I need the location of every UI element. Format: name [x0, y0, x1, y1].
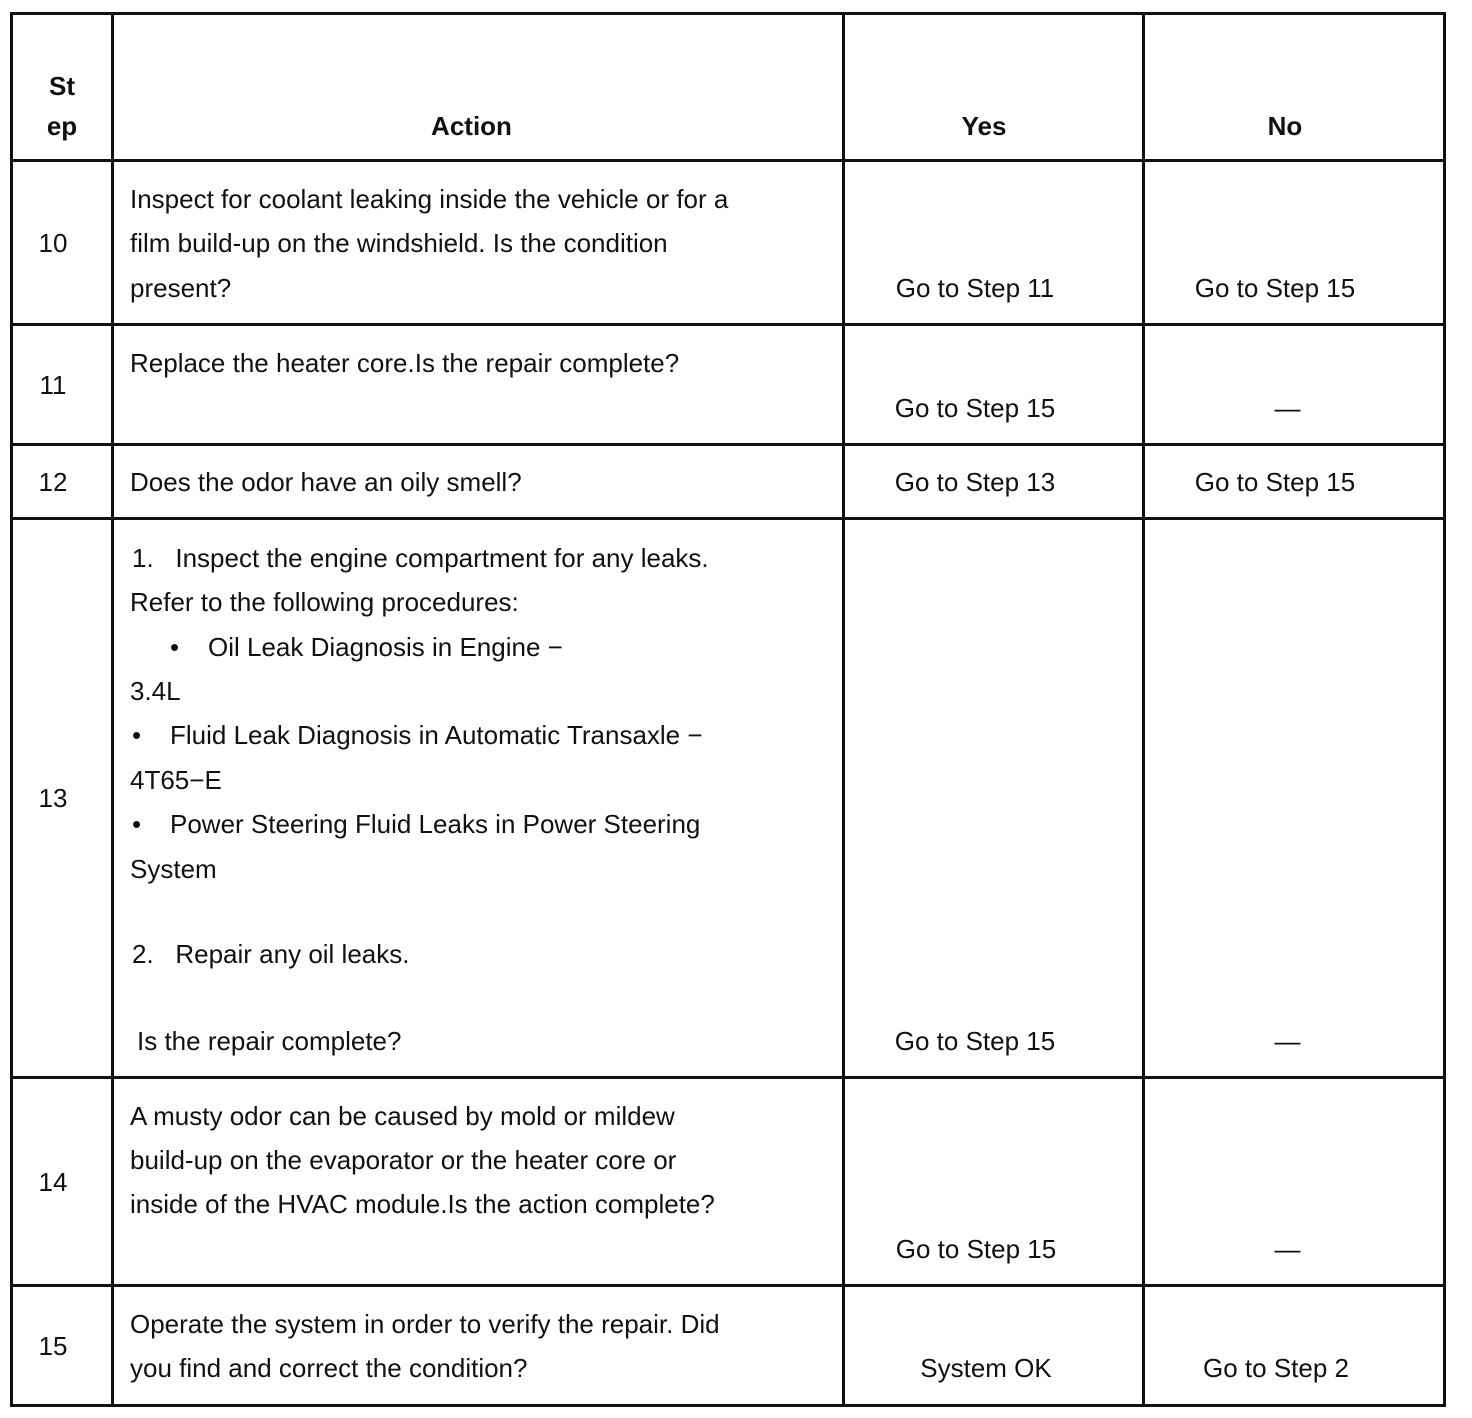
action-line: Is the repair complete?	[137, 1026, 402, 1056]
table-border-bottom	[10, 1404, 1446, 1407]
action-line: Refer to the following procedures:	[130, 587, 519, 617]
action-line: 4T65−E	[130, 765, 222, 795]
yes-result: Go to Step 15	[894, 393, 1056, 423]
row-divider	[10, 159, 1446, 162]
action-line: Does the odor have an oily smell?	[130, 467, 522, 497]
step-number: 15	[38, 1331, 68, 1361]
no-result: —	[1274, 1026, 1301, 1056]
step-number: 12	[38, 467, 68, 497]
step-number: 13	[38, 783, 68, 813]
action-line: • Power Steering Fluid Leaks in Power Steering	[132, 809, 701, 839]
action-line: build-up on the evaporator or the heater core or	[130, 1145, 677, 1175]
row-divider	[10, 323, 1446, 326]
column-divider	[1142, 12, 1145, 1407]
row-divider	[10, 1284, 1446, 1287]
step-number: 14	[38, 1167, 68, 1197]
action-line: • Fluid Leak Diagnosis in Automatic Transaxle −	[132, 720, 703, 750]
action-line: you find and correct the condition?	[130, 1353, 528, 1383]
action-line: Replace the heater core.Is the repair complete?	[130, 348, 680, 378]
no-result: Go to Step 15	[1194, 273, 1356, 303]
yes-result: System OK	[920, 1353, 1052, 1383]
no-result: Go to Step 15	[1194, 467, 1356, 497]
header-action: Action	[431, 111, 512, 141]
row-divider	[10, 517, 1446, 520]
action-line: present?	[130, 273, 232, 303]
header-step: St ep	[46, 71, 78, 141]
yes-result: Go to Step 13	[894, 467, 1056, 497]
table-border-right	[1443, 12, 1446, 1407]
row-divider	[10, 1076, 1446, 1079]
action-line: • Oil Leak Diagnosis in Engine −	[170, 632, 563, 662]
yes-result: Go to Step 15	[895, 1234, 1057, 1264]
yes-result: Go to Step 11	[895, 273, 1055, 303]
no-result: —	[1274, 393, 1301, 423]
action-line: Operate the system in order to verify the repair. Did	[130, 1309, 720, 1339]
action-line: System	[130, 854, 217, 884]
action-line: 3.4L	[130, 676, 181, 706]
step-number: 11	[39, 370, 67, 400]
action-line: A musty odor can be caused by mold or mildew	[130, 1101, 675, 1131]
no-result: —	[1274, 1234, 1301, 1264]
column-divider	[111, 12, 114, 1407]
table-border-top	[10, 12, 1446, 15]
header-no: No	[1267, 111, 1303, 141]
action-line: inside of the HVAC module.Is the action complete?	[130, 1189, 715, 1219]
action-line: 2. Repair any oil leaks.	[132, 939, 410, 969]
header-yes: Yes	[961, 111, 1007, 141]
column-divider	[842, 12, 845, 1407]
action-line: 1. Inspect the engine compartment for any leaks.	[132, 543, 709, 573]
action-line: film build-up on the windshield. Is the condition	[130, 228, 668, 258]
step-number: 10	[38, 228, 68, 258]
yes-result: Go to Step 15	[894, 1026, 1056, 1056]
action-line: Inspect for coolant leaking inside the vehicle or for a	[130, 184, 729, 214]
row-divider	[10, 443, 1446, 446]
no-result: Go to Step 2	[1203, 1353, 1349, 1383]
